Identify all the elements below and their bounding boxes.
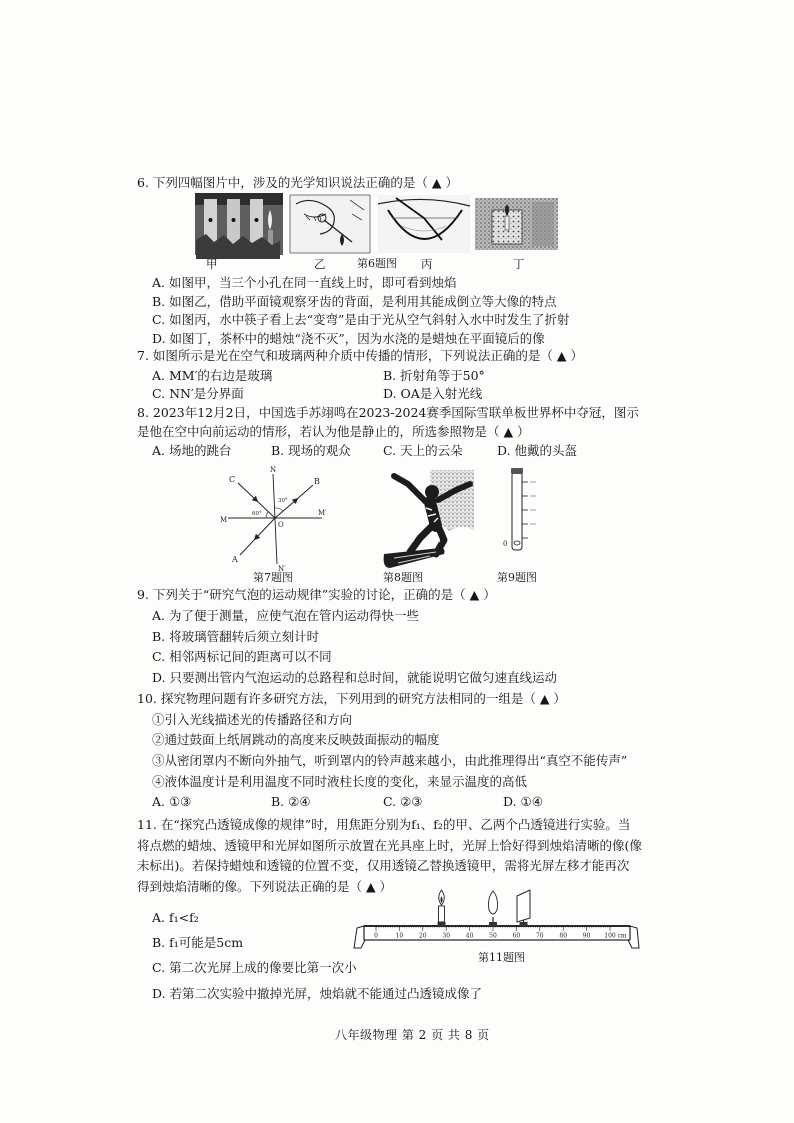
- light-screen: [517, 890, 530, 926]
- label-b: B: [314, 477, 320, 486]
- q10-stem: 10. 探究物理问题有许多研究方法，下列用到的研究方法相同的一组是（ ▲ ）: [137, 691, 566, 706]
- q6-label-bing: 丙: [421, 257, 433, 271]
- q10-item-1: ①引入光线描述光的传播路径和方向: [152, 712, 353, 727]
- q8-figure-caption: 第8题图: [383, 571, 423, 584]
- q11-optical-bench: [352, 886, 640, 952]
- q8-snowboarder-photo: [380, 468, 476, 572]
- label-m-prime: M′: [318, 509, 327, 517]
- q7-stem: 7. 如图所示是光在空气和玻璃两种介质中传播的情形，下列说法正确的是（ ▲ ）: [137, 348, 583, 363]
- q9-option-a: A. 为了便于测量，应使气泡在管内运动得快一些: [152, 608, 419, 623]
- photo-bing-chopstick: [378, 195, 470, 253]
- label-m: M: [220, 516, 228, 524]
- scale-10: 10: [395, 932, 404, 940]
- scale-40: 40: [465, 932, 474, 940]
- scale-20: 20: [418, 932, 427, 940]
- candle: [438, 890, 446, 926]
- q6-option-b: B. 如图乙，借助平面镜观察牙齿的背面，是利用其能成倒立等大像的特点: [152, 294, 557, 309]
- label-n-prime: N′: [278, 565, 286, 573]
- q10-item-3: ③从密闭罩内不断向外抽气，听到罩内的铃声越来越小，由此推理得出“真空不能传声”: [152, 753, 628, 768]
- q11-option-d: D. 若第二次实验中撤掉光屏，烛焰就不能通过凸透镜成像了: [152, 986, 483, 1001]
- q6-label-jia: 甲: [206, 257, 218, 271]
- q8-option-a: A. 场地的跳台: [152, 443, 232, 458]
- q7-ray-diagram: [220, 464, 328, 572]
- q10-option-b: B. ②④: [271, 794, 311, 809]
- q6-option-c: C. 如图丙，水中筷子看上去“变弯”是由于光从空气斜射入水中时发生了折射: [152, 312, 570, 327]
- ray-oa: [256, 518, 275, 538]
- label-o: O: [278, 521, 284, 529]
- q10-option-c: C. ②③: [383, 794, 423, 809]
- q11-option-c: C. 第二次光屏上成的像要比第一次小: [152, 960, 357, 975]
- angle-label-1: 30°: [278, 498, 288, 504]
- q6-figure-photos: [192, 190, 564, 258]
- q11-stem-line-1: 11. 在“探究凸透镜成像的规律”时，用焦距分别为f₁、f₂的甲、乙两个凸透镜进行实验。当: [137, 817, 631, 832]
- q6-stem: 6. 下列四幅图片中，涉及的光学知识说法正确的是（ ▲ ）: [137, 175, 458, 190]
- q9-option-d: D. 只要测出管内气泡运动的总路程和总时间，就能说明它做匀速直线运动: [152, 670, 558, 685]
- angle-label-2: 60°: [252, 511, 262, 517]
- q10-item-2: ②通过鼓面上纸屑跳动的高度来反映鼓面振动的幅度: [152, 732, 440, 747]
- q9-figure-caption: 第9题图: [497, 571, 537, 584]
- q7-option-d: D. OA是入射光线: [383, 386, 483, 401]
- q8-option-d: D. 他戴的头盔: [497, 443, 578, 458]
- label-a: A: [232, 555, 238, 564]
- q11-option-b: B. f₁可能是5cm: [152, 935, 244, 950]
- scale-90: 90: [582, 932, 591, 940]
- q6-label-yi: 乙: [314, 257, 326, 271]
- photo-ding-candle-cup: [475, 198, 558, 250]
- q8-stem-line-1: 8. 2023年12月2日，中国选手苏翊鸣在2023-2024赛季国际雪联单板世界杯中夺冠，图示: [137, 405, 639, 420]
- scale-30: 30: [442, 932, 451, 940]
- q7-option-c: C. NN′是分界面: [152, 386, 244, 401]
- q8-stem-line-2: 是他在空中向前运动的情形，若认为他是静止的，所选参照物是（ ▲ ）: [137, 424, 530, 439]
- ray-oc: [238, 483, 256, 500]
- q9-stem: 9. 下列关于“研究气泡的运动规律”实验的讨论，正确的是（ ▲ ）: [137, 587, 496, 602]
- scale-70: 70: [535, 932, 544, 940]
- scale-unit: cm: [617, 932, 627, 940]
- q6-option-a: A. 如图甲，当三个小孔在同一直线上时，即可看到烛焰: [152, 275, 457, 290]
- q7-figure-caption: 第7题图: [253, 571, 293, 584]
- scale-50: 50: [489, 932, 497, 940]
- q9-bubble-tube: [500, 466, 544, 556]
- scale-100: 100: [604, 932, 616, 940]
- q6-label-ding: 丁: [513, 257, 525, 271]
- label-c: C: [229, 475, 236, 484]
- q10-item-4: ④液体温度计是利用温度不同时液柱长度的变化，来显示温度的高低: [152, 774, 528, 789]
- label-n: N: [270, 466, 277, 474]
- photo-yi-mirror: [290, 195, 370, 253]
- page-footer: 八年级物理 第 2 页 共 8 页: [335, 1028, 490, 1042]
- q10-option-d: D. ①④: [503, 794, 543, 809]
- q11-figure-caption: 第11题图: [478, 951, 525, 964]
- ray-ob-tail: [296, 485, 313, 500]
- ray-oa-tail: [240, 538, 256, 555]
- q8-option-b: B. 现场的观众: [271, 443, 351, 458]
- photo-jia-pinholes: [195, 193, 283, 259]
- q11-option-a: A. f₁<f₂: [152, 910, 199, 925]
- convex-lens: [489, 891, 498, 926]
- scale-80: 80: [559, 932, 568, 940]
- q11-stem-line-3: 未标出)。若保持蜡烛和透镜的位置不变，仅用透镜乙替换透镜甲，需将光屏左移才能再次: [137, 858, 630, 873]
- q11-stem-line-4: 得到烛焰清晰的像。下列说法正确的是（ ▲ ）: [137, 879, 393, 894]
- q6-figure-caption: 第6题图: [357, 257, 397, 270]
- q7-option-b: B. 折射角等于50°: [383, 368, 485, 383]
- q9-option-c: C. 相邻两标记间的距离可以不同: [152, 649, 332, 664]
- q10-option-a: A. ①③: [152, 794, 192, 809]
- q8-option-c: C. 天上的云朵: [383, 443, 463, 458]
- q7-option-a: A. MM′的右边是玻璃: [152, 368, 273, 383]
- q9-option-b: B. 将玻璃管翻转后须立刻计时: [152, 629, 320, 644]
- q11-stem-line-2: 将点燃的蜡烛、透镜甲和光屏如图所示放置在光具座上时，光屏上恰好得到烛焰清晰的像(像: [137, 838, 642, 853]
- q6-option-d: D. 如图丁，茶杯中的蜡烛“浇不灭”，因为水浇的是蜡烛在平面镜后的像: [152, 331, 545, 346]
- scale-60: 60: [512, 932, 521, 940]
- tube-zero-label: 0: [503, 540, 508, 548]
- scale-0: 0: [374, 932, 378, 940]
